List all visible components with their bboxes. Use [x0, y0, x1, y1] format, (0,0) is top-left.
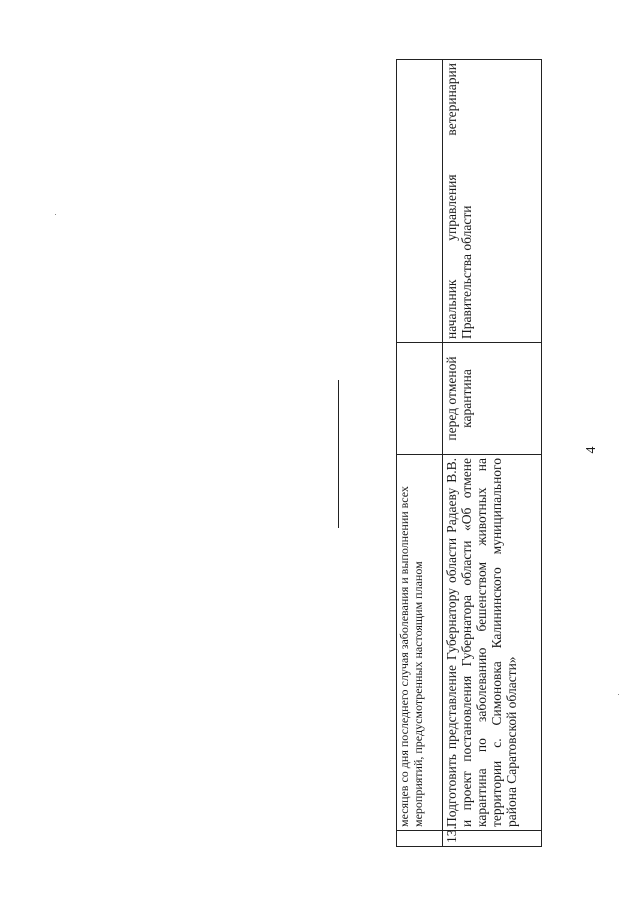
row-number-cell: 13. — [443, 831, 542, 847]
responsible-cell: начальник управления ветеринарии Правительства области — [443, 60, 542, 343]
term-cell — [397, 343, 443, 455]
scan-speck — [618, 694, 619, 695]
table-row — [397, 60, 443, 847]
row-number-cell — [397, 831, 443, 847]
page-number: 4 — [584, 446, 599, 454]
scan-speck — [55, 214, 56, 215]
task-cell: Подготовить представление Губернатору области Радаеву В.В. и проект постановления Губернатора области «Об отмене карантина по заболеванию бешенством животных на территории с. Симоновка Калининского муниципального района Саратовской области» — [443, 455, 542, 831]
table-row — [443, 60, 542, 847]
task-cell: месяцев со дня последнего случая заболевания и выполнении всех мероприятий, предусмотренных настоящим планом — [397, 455, 443, 831]
responsible-cell — [397, 60, 443, 343]
term-cell: перед отменой карантина — [443, 343, 542, 455]
plan-table — [396, 59, 542, 847]
separator-line — [338, 380, 339, 528]
